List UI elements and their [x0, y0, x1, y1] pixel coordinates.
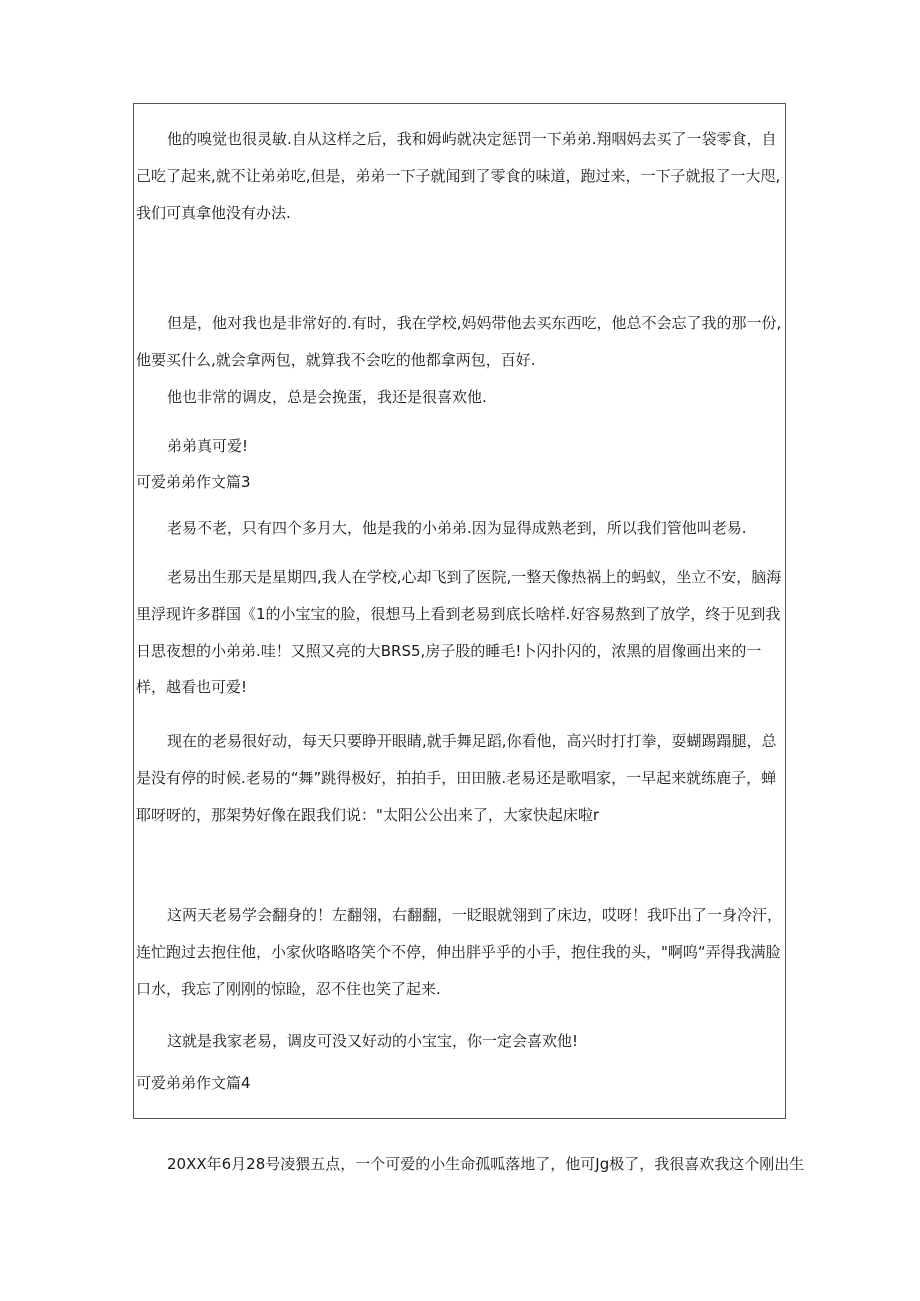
paragraph-conclusion: 这就是我家老易，调皮可没又好动的小宝宝，你一定会喜欢他!: [167, 1032, 579, 1050]
paragraph-naughty: 他也非常的调皮，总是会挽蛋，我还是很喜欢他.: [167, 388, 487, 406]
paragraph-roll-over: 这两天老易学会翻身的！左翻翎，右翻翻，一眨眼就翎到了床边，哎呀！我吓出了一身冷汗，连忙跑过去抱住他，小家伙咯略咯笑个不停，伸出胖乎乎的小手，抱住我的头，"啊呜“弄得我满脸口水，我忘了刚刚的惊睑，忍不住也笑了起来.: [136, 906, 783, 998]
paragraph-lao-yi-intro: 老易不老，只有四个多月大，他是我的小弟弟.因为显得成熟老到，所以我们管他叫老易.: [167, 519, 747, 537]
paragraph-cute: 弟弟真可爱!: [167, 437, 249, 455]
paragraph-active: 现在的老易很好动，每天只要睁开眼睛,就手舞足蹈,你看他，高兴时打打拳，耍蝴踢蹋腿，总是没有停的时候.老易的“舞”跳得极好，拍拍手，田田腋.老易还是歌唱家，一早起来就练鹿子，蝉耶呀呀的，那架势好像在跟我们说："太阳公公出来了，大家快起床啦r: [136, 732, 777, 824]
paragraph-kind-to-me: 但是，他对我也是非常好的.有时，我在学校,妈妈带他去买东西吃，他总不会忘了我的那一份,他要买什么,就会拿两包，就算我不会吃的他都拿两包，百好.: [136, 314, 782, 369]
section-heading-3: 可爱弟弟作文篇3: [136, 473, 251, 491]
paragraph-section4-start: 20XX年6月28号凌猥五点，一个可爱的小生命孤呱落地了，他可Jg极了，我很喜欢我这个刚出生: [167, 1155, 805, 1173]
section-heading-4: 可爱弟弟作文篇4: [136, 1074, 251, 1092]
paragraph-sense-of-smell: 他的嗅觉也很灵敏.自从这样之后，我和姆屿就决定惩罚一下弟弟.翔咽妈去买了一袋零食，自己吃了起来,就不让弟弟吃,但是，弟弟一下子就闻到了零食的味道，跑过来，一下子就报了一大咫,我们可真拿他没有办法.: [136, 130, 781, 222]
paragraph-birth-day: 老易出生那天是星期四,我人在学校,心却飞到了医院,一整天像热祸上的蚂蚁，坐立不安，脑海里浮现许多群国《1的小宝宝的脸，很想马上看到老易到底长啥样.好容易熬到了放学，终于见到我日思夜想的小弟弟.哇！又照又亮的大BRS5,房子股的睡毛!卜闪扑闪的，浓黑的眉像画出来的一样，越看也可爱!: [136, 568, 782, 697]
